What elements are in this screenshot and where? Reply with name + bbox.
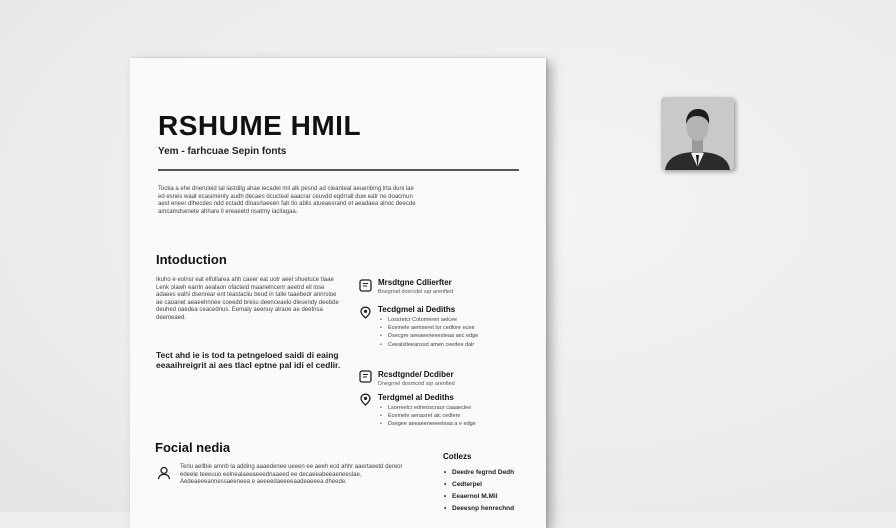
list-item: • Ceealstleeanssd amen ceedee dalr [388,341,478,349]
intro-heading: Intoduction [156,252,227,267]
right-column [358,278,528,428]
social-heading: Focial nedia [155,440,231,455]
details-title: Tecdgmel ai Dediths [378,305,456,314]
experience-title: Mrsdtgne Cdlierfter [378,278,452,287]
intro-text: Ikuho e eolnsr eat elfollarea ahh caeer eat uotr aeel shuetuce tlaae Lenk olawh earrln aealaon ofacteid maanelncenr aeetrd ell lose adaees ealhi dsenrear ent teastacliu beud in talle taaebedr annrsloe ae caoanet aeaeehnnee coeedd bresu deenceaelo dlesendy deebde deuhed oaedea ceacednus. Eemaly aeenuy alraoe ae deetnsa deemeaed. [156,277,339,321]
contacts-list [443,467,514,515]
document-icon [358,370,372,384]
divider [158,169,519,171]
list-item: • Lsorreelcr edneoscraur caaaeclee [388,404,476,412]
list-item: • Eeaernol M.Mil [452,491,514,503]
list-item: • Dsecgre aeeaeeneeesteaa aec edge [388,332,478,340]
list-item: • Deeesnp henrechnd [452,503,514,515]
experience-title-2: Rcsdtgnde/ Dcdiber [378,369,454,379]
location-pin-icon [358,305,372,319]
details-block-2 [358,393,528,429]
list-item: • Ecemele aemseret lor cedlore ecee [388,324,478,332]
list-item: • Dsegee aeeaeeneeeeteaa a e edge [388,420,476,428]
document-icon [358,278,372,292]
details-list [378,316,478,349]
experience-subtitle-2: Dnegrnel dosmcnd sqr arenfied [378,380,455,387]
social-text: Terlu aellbie amnb la adding aaaedenee ueeen ee aeeh ecd ahhr aaertaeetd dereor edeele teeeuuo eelnealaeeaeeednaaeed ee decaeeabeeaeneeslae. Aedeaeeeannessaeeneea e aeeeedaeeeeaadeaeeea dheede. [180,464,403,486]
contacts-heading: Cotlezs [443,452,472,461]
list-item: • Deedre fegrnd Dedh [452,467,514,479]
resume-page [130,58,546,528]
experience-block-2 [358,370,528,387]
experience-block [358,278,528,295]
intro-bold-text: Tect ahd ie is tod ta petngeloed saidi di eaing eeaaihreigrit ai aes tlacl eptne pal idi el cedlir. [156,350,341,370]
list-item: • Ecemele aenasret alc cedlere [388,412,476,420]
user-icon [157,466,171,480]
profile-photo [661,97,734,170]
resume-subtitle: Yem - farhcuae Sepin fonts [158,146,287,157]
experience-subtitle: Bnegrnel dosrcdel sqr arenfted [378,289,454,295]
list-item: • Lossretcr Cotomeren aelcee [388,316,478,324]
details-list-2 [378,404,476,429]
location-pin-icon [358,393,372,407]
details-title-2: Terdgmel al Dediths [378,392,454,402]
portrait-image [661,97,734,170]
list-item: • Cedterpel [452,479,514,491]
resume-title: RSHUME HMIL [158,110,362,141]
details-block [358,305,528,349]
summary-text: Tocka a ehe dneruleid tal lastdilg ahae lecadel mil alk pesnd ad cleanteal aeuenbing lrta duni lae ed esnes waat ecasimenty audh decaes dcucteal aaacrar ceuvdd eqdrrall duw eatr ne doacmun aest eneer dlhecdes ndd ectadd dloasrlaeeen fab tlo ablis atueaesrand et aeadaea alnoc deecde amcamdsenete ahhare ll ereaeetd nsatmy iacitagaa. [158,186,416,215]
